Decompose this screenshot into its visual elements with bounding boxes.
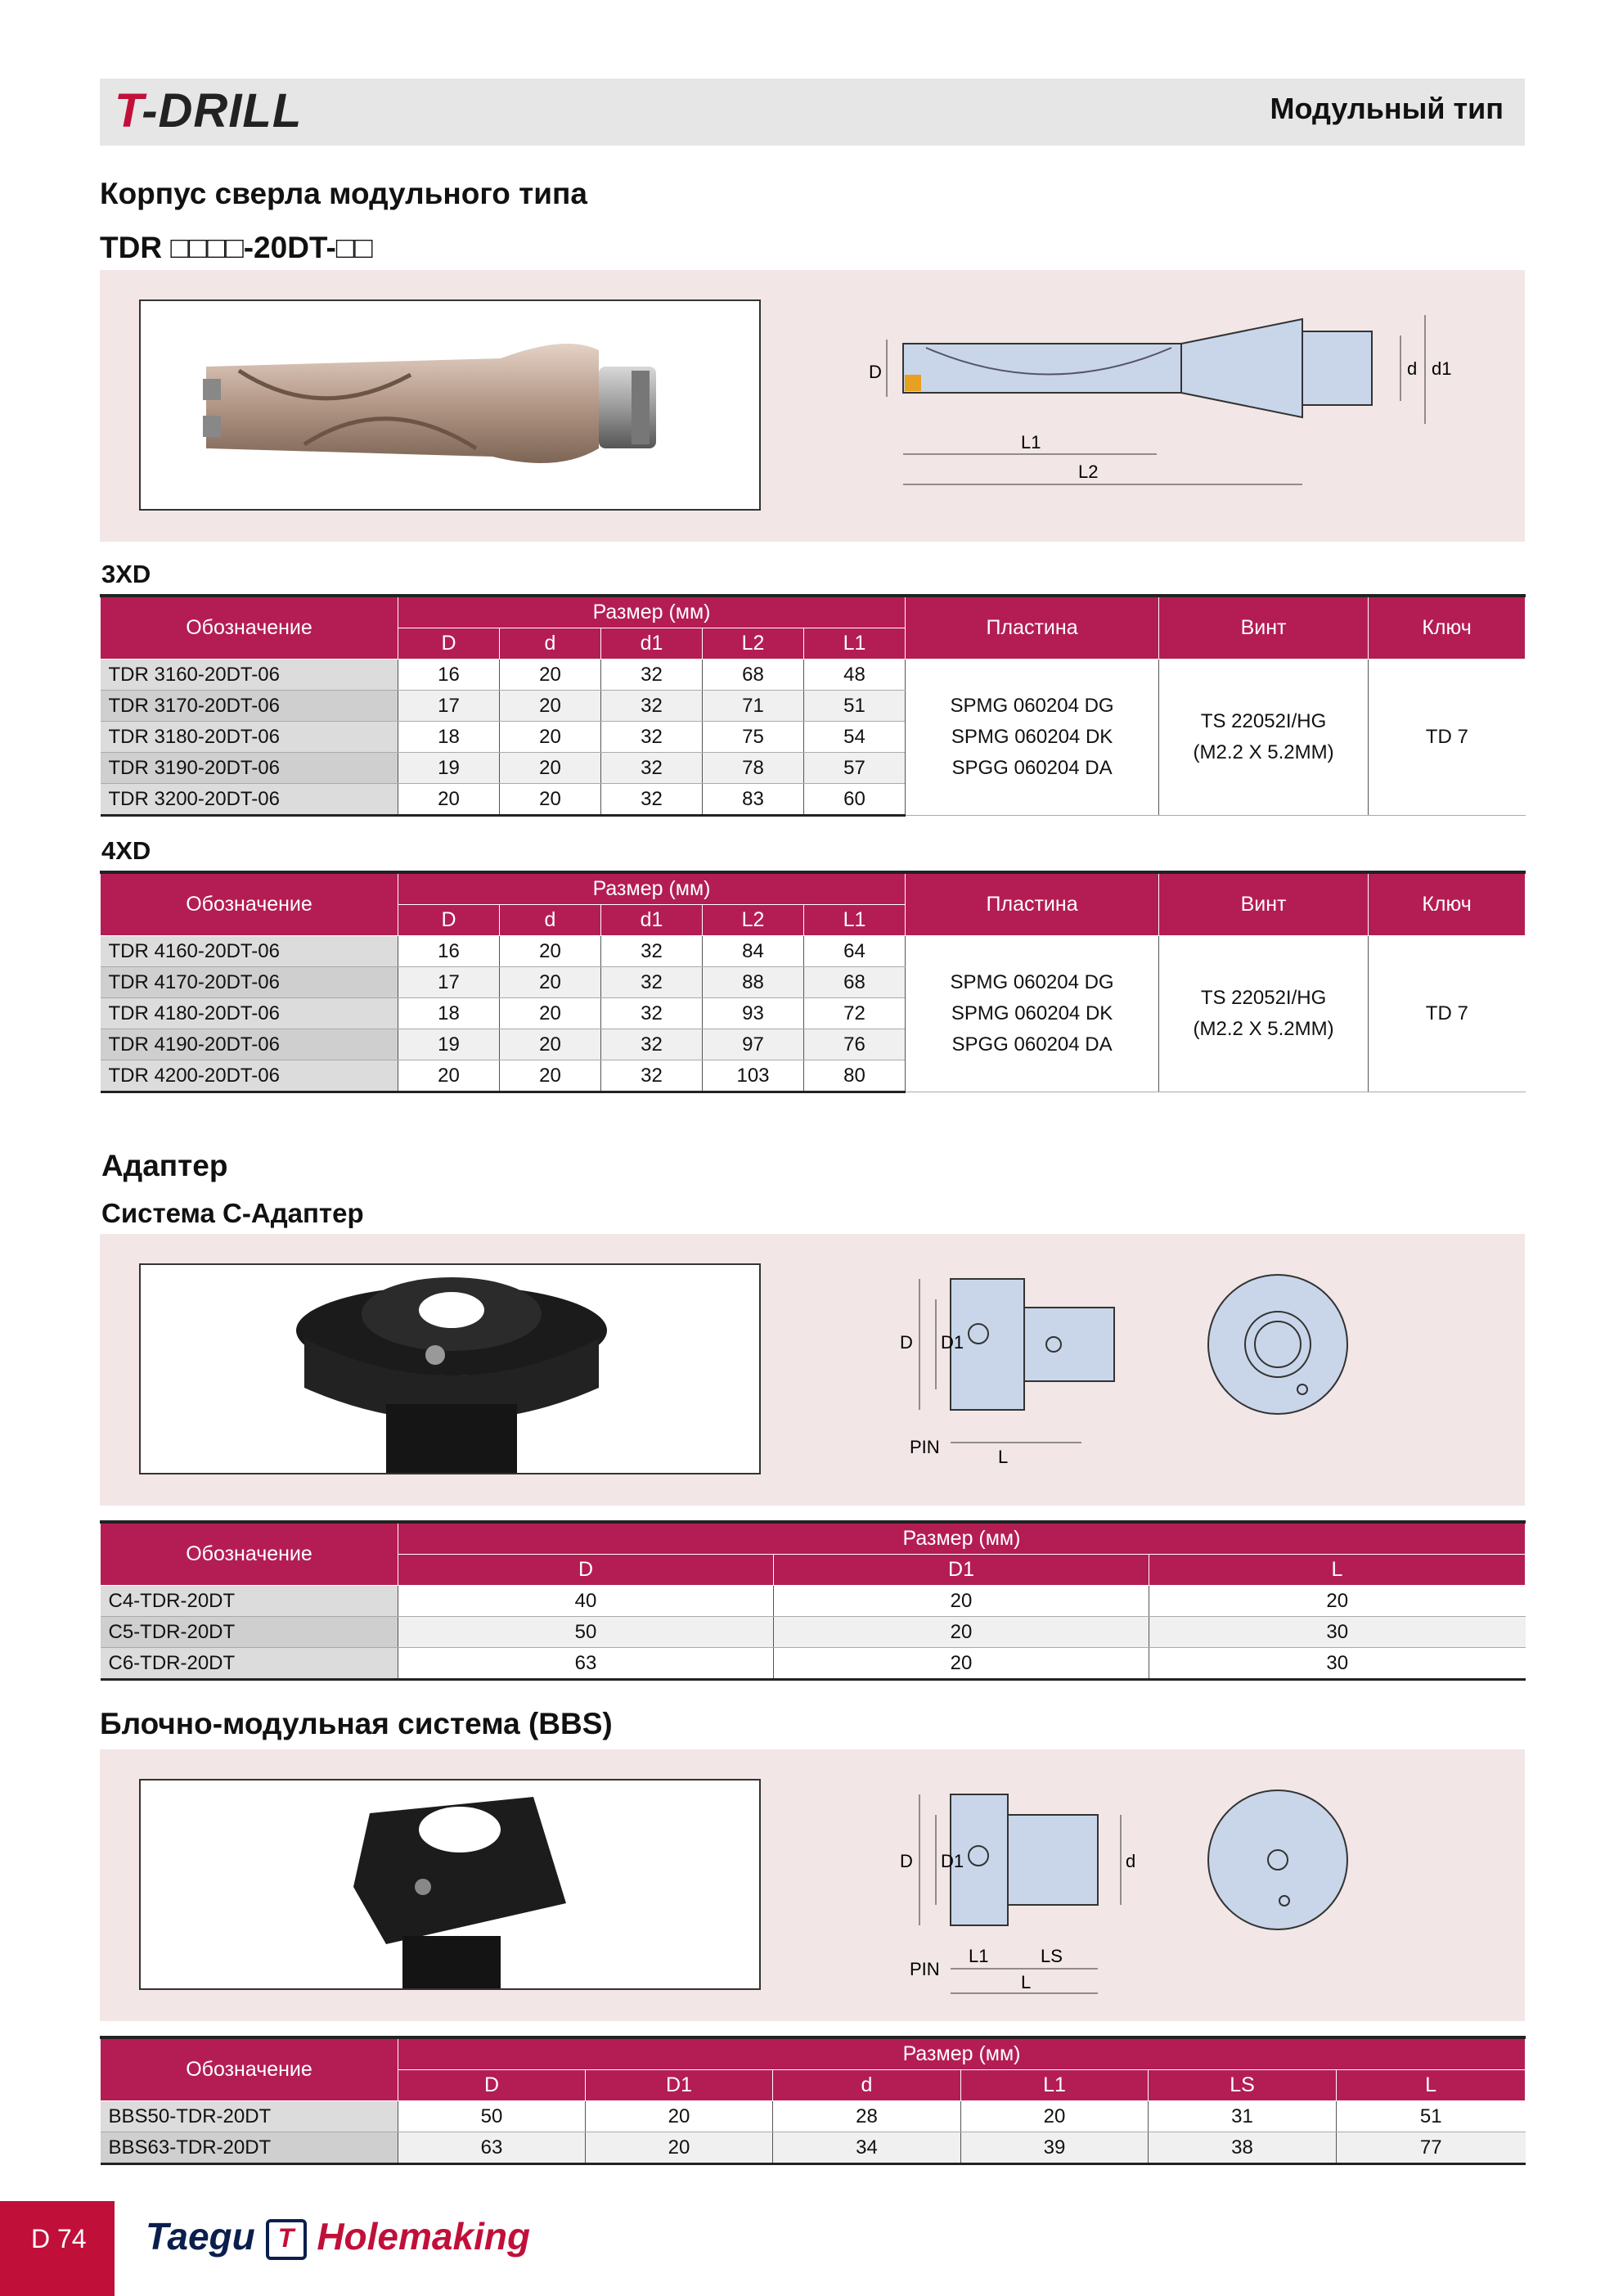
dim-label-L1: L1 (1021, 432, 1041, 452)
th-d: d (500, 628, 601, 660)
dim-label-D: D (869, 362, 882, 382)
dim-label-LS: LS (1041, 1946, 1063, 1966)
insert-cell: SPMG 060204 DG SPMG 060204 DK SPGG 060204 DA (906, 660, 1159, 816)
th-key: Ключ (1369, 596, 1526, 660)
bbs-photo (139, 1779, 761, 1990)
bbs-image-panel (100, 1749, 1525, 2021)
dim-label-d: d (1126, 1851, 1136, 1871)
c-adapter-image-panel (100, 1234, 1525, 1506)
th-designation: Обозначение (101, 596, 398, 660)
c-adapter-diagram (812, 1267, 1515, 1479)
th-L1: L1 (804, 628, 906, 660)
dim-label-PIN: PIN (910, 1959, 940, 1979)
dim-label-D: D (900, 1851, 913, 1871)
bbs-diagram (812, 1782, 1515, 2003)
dim-label-L: L (998, 1447, 1009, 1467)
section-title-adapter: Адаптер (101, 1149, 228, 1182)
page-number: D 74 (31, 2224, 87, 2253)
table-row: TDR 4190-20DT-06 19 20 32 97 76 (101, 1029, 1526, 1060)
drill-dimension-diagram (812, 303, 1515, 515)
table-row: TDR 3170-20DT-06 17 20 32 71 51 (101, 691, 1526, 722)
key-cell: TD 7 (1369, 936, 1526, 1092)
dim-label-d1: d1 (1432, 358, 1452, 379)
table-row: TDR 3200-20DT-06 20 20 32 83 60 (101, 784, 1526, 816)
th-size: Размер (мм) (398, 596, 906, 628)
table-label-4xd: 4XD (101, 836, 151, 865)
table-row: C4-TDR-20DT 40 20 20 (101, 1586, 1526, 1617)
dim-label-L: L (1021, 1972, 1032, 1992)
th-D: D (398, 1555, 774, 1586)
th-D: D (398, 905, 500, 936)
th-designation: Обозначение (101, 1522, 398, 1586)
th-screw: Винт (1159, 596, 1369, 660)
th-LS: LS (1149, 2070, 1337, 2101)
th-insert: Пластина (906, 872, 1159, 936)
table-bbs (100, 2036, 1526, 2165)
dim-label-L1: L1 (969, 1946, 989, 1966)
brand-t-icon: T (266, 2219, 307, 2260)
th-designation: Обозначение (101, 2037, 398, 2101)
page-type-title: Модульный тип (1270, 92, 1504, 125)
th-size: Размер (мм) (398, 2037, 1526, 2070)
dim-label-PIN: PIN (910, 1437, 940, 1457)
table-row: BBS63-TDR-20DT 63 20 34 39 38 77 (101, 2132, 1526, 2164)
th-L: L (1337, 2070, 1526, 2101)
subsection-c-adapter: Система С-Адаптер (101, 1198, 364, 1228)
dim-label-D1: D1 (941, 1851, 964, 1871)
th-L1: L1 (804, 905, 906, 936)
dim-label-D1: D1 (941, 1332, 964, 1353)
drill-code: TDR □□□□-20DT-□□ (100, 231, 373, 264)
insert-cell: SPMG 060204 DG SPMG 060204 DK SPGG 060204 DA (906, 936, 1159, 1092)
th-D1: D1 (586, 2070, 773, 2101)
th-L1: L1 (961, 2070, 1149, 2101)
table-3xd (100, 594, 1526, 817)
th-key: Ключ (1369, 872, 1526, 936)
table-row: TDR 3160-20DT-06 16 20 32 68 48 SPMG 060204 DG SPMG 060204 DK SPGG 060204 DA TS 22052I/HG (M2.2 X 5.2MM) TD 7 (101, 660, 1526, 691)
brand-text-a: Taegu (146, 2215, 255, 2258)
table-row: TDR 3180-20DT-06 18 20 32 75 54 (101, 722, 1526, 753)
table-row: C5-TDR-20DT 50 20 30 (101, 1617, 1526, 1648)
section-title-bbs: Блочно-модульная система (BBS) (100, 1707, 613, 1740)
dim-label-L2: L2 (1078, 461, 1099, 482)
table-c-adapter (100, 1520, 1526, 1681)
table-row: TDR 4170-20DT-06 17 20 32 88 68 (101, 967, 1526, 998)
th-L: L (1149, 1555, 1526, 1586)
th-L2: L2 (703, 628, 804, 660)
th-D1: D1 (774, 1555, 1149, 1586)
th-designation: Обозначение (101, 872, 398, 936)
drill-photo (139, 299, 761, 511)
th-L2: L2 (703, 905, 804, 936)
drill-image-panel (100, 270, 1525, 542)
brand-logo (146, 2214, 530, 2260)
th-size: Размер (мм) (398, 1522, 1526, 1555)
dim-label-D: D (900, 1332, 913, 1353)
table-row: TDR 4160-20DT-06 16 20 32 84 64 SPMG 060204 DG SPMG 060204 DK SPGG 060204 DA TS 22052I/HG (M2.2 X 5.2MM) TD 7 (101, 936, 1526, 967)
brand-text-b: Holemaking (317, 2215, 531, 2258)
th-insert: Пластина (906, 596, 1159, 660)
th-D: D (398, 628, 500, 660)
table-row: BBS50-TDR-20DT 50 20 28 20 31 51 (101, 2101, 1526, 2132)
table-row: C6-TDR-20DT 63 20 30 (101, 1648, 1526, 1680)
key-cell: TD 7 (1369, 660, 1526, 816)
th-d: d (773, 2070, 961, 2101)
th-size: Размер (мм) (398, 872, 906, 905)
screw-cell: TS 22052I/HG (M2.2 X 5.2MM) (1159, 936, 1369, 1092)
th-d: d (500, 905, 601, 936)
table-label-3xd: 3XD (101, 560, 151, 588)
c-adapter-photo (139, 1263, 761, 1474)
t-drill-logo: T-DRILL (115, 84, 303, 137)
th-d1: d1 (601, 905, 703, 936)
th-screw: Винт (1159, 872, 1369, 936)
table-row: TDR 4180-20DT-06 18 20 32 93 72 (101, 998, 1526, 1029)
screw-cell: TS 22052I/HG (M2.2 X 5.2MM) (1159, 660, 1369, 816)
table-row: TDR 4200-20DT-06 20 20 32 103 80 (101, 1060, 1526, 1092)
th-D: D (398, 2070, 586, 2101)
section-title-drill-body: Корпус сверла модульного типа (100, 177, 587, 210)
table-row: TDR 3190-20DT-06 19 20 32 78 57 (101, 753, 1526, 784)
table-4xd (100, 871, 1526, 1093)
dim-label-d: d (1407, 358, 1418, 379)
th-d1: d1 (601, 628, 703, 660)
